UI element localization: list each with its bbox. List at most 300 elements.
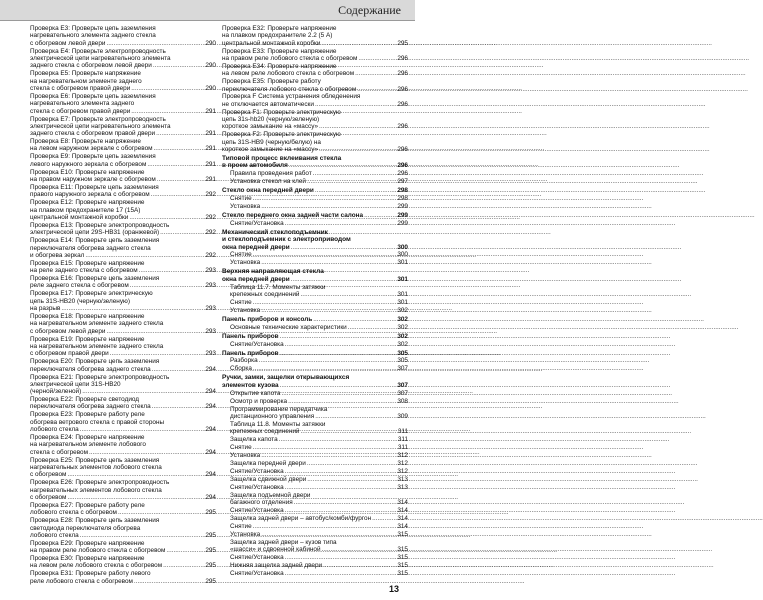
toc-entry-text: Установка bbox=[230, 259, 261, 267]
toc-entry-text: не отключается автоматически bbox=[222, 100, 314, 108]
toc-entry-text: Проверка E34: Проверьте напряжение bbox=[222, 62, 337, 70]
toc-leader-line bbox=[222, 276, 408, 283]
toc-entry bbox=[30, 374, 216, 396]
toc-page-number: 293 bbox=[205, 327, 216, 335]
toc-entry-text: на нагревательном элементе заднего стекла bbox=[30, 342, 164, 350]
toc-leader-line bbox=[230, 507, 408, 514]
dot-leader bbox=[348, 324, 397, 331]
dot-leader bbox=[372, 515, 396, 522]
toc-leader-line bbox=[30, 282, 216, 289]
toc-entry-text: Проверка E19: Проверьте напряжение bbox=[30, 335, 145, 343]
dot-leader bbox=[358, 55, 396, 62]
toc-entry bbox=[30, 313, 216, 335]
toc-page-number: 307 bbox=[397, 389, 408, 397]
toc-leader-line bbox=[222, 162, 408, 169]
toc-page-number: 291 bbox=[205, 107, 216, 115]
toc-entry bbox=[222, 476, 408, 483]
dot-leader bbox=[61, 305, 204, 312]
toc-entry-text: Проверка E12: Проверьте напряжение bbox=[30, 199, 145, 207]
toc-entry-text: Проверка E30: Проверьте напряжение bbox=[30, 555, 145, 563]
toc-entry-text: (черной/зеленой) bbox=[30, 388, 82, 396]
toc-entry-text: Снятие/Установка bbox=[230, 467, 284, 475]
toc-page-number: 309 bbox=[397, 412, 408, 420]
toc-entry-text: крепежных соединений bbox=[230, 428, 300, 436]
dot-leader bbox=[319, 123, 396, 130]
toc-entry bbox=[222, 131, 408, 153]
toc-entry bbox=[30, 93, 216, 115]
toc-page-number: 311 bbox=[397, 436, 408, 444]
header-title: Содержание bbox=[338, 3, 401, 17]
toc-entry-text: цепь 31s-hb20 (черную/зеленую) bbox=[222, 116, 320, 124]
dot-leader bbox=[147, 161, 204, 168]
dot-leader bbox=[301, 428, 397, 435]
toc-entry bbox=[30, 336, 216, 358]
toc-entry-text: на правом реле лобового стекла с обогревом bbox=[222, 54, 358, 62]
toc-page-number: 315 bbox=[397, 553, 408, 561]
toc-page-number: 294 bbox=[205, 448, 216, 456]
toc-entry-text: Проверка E20: Проверьте цепь заземления bbox=[30, 358, 160, 366]
dot-leader bbox=[261, 307, 396, 314]
dot-leader bbox=[67, 471, 204, 478]
toc-entry bbox=[222, 570, 408, 577]
toc-entry-text: лобового стекла с обогревом bbox=[30, 509, 117, 517]
toc-page-number: 307 bbox=[397, 365, 408, 373]
toc-entry bbox=[222, 460, 408, 467]
toc-leader-line bbox=[230, 324, 408, 331]
toc-entry-text: Проверка E11: Проверьте цепь заземления bbox=[30, 183, 159, 191]
toc-page-number: 314 bbox=[397, 522, 408, 530]
toc-entry bbox=[222, 48, 408, 63]
dot-leader bbox=[261, 259, 396, 266]
toc-entry bbox=[222, 109, 408, 131]
toc-leader-line bbox=[30, 130, 216, 137]
toc-entry-text: Проверка E9: Проверьте цепь заземления bbox=[30, 153, 156, 161]
dot-leader bbox=[285, 570, 397, 577]
toc-entry-text: и обогрева зеркал bbox=[30, 251, 85, 259]
toc-entry-text: лобового стекла bbox=[30, 426, 79, 434]
toc-leader-line bbox=[30, 176, 216, 183]
toc-entry-text: Снятие bbox=[230, 522, 252, 530]
toc-entry-text: короткое замыкание на «массу» bbox=[222, 146, 319, 154]
toc-entry-text: элементов кузова bbox=[222, 381, 279, 389]
toc-entry-text: переключателя обогрева заднего стекла bbox=[30, 365, 151, 373]
toc-page-number: 312 bbox=[397, 467, 408, 475]
toc-leader-line bbox=[222, 333, 408, 340]
toc-entry bbox=[222, 195, 408, 202]
toc-page-number: 293 bbox=[205, 282, 216, 290]
toc-entry-text: Панель приборов и консоль bbox=[222, 315, 313, 323]
dot-leader bbox=[154, 145, 205, 152]
toc-entry bbox=[30, 138, 216, 153]
toc-entry-text: обогрева ветрового стекла с правой стороны bbox=[30, 418, 165, 426]
toc-entry bbox=[222, 406, 408, 421]
toc-leader-line bbox=[230, 413, 408, 420]
toc-entry-text: Проверка E10: Проверьте напряжение bbox=[30, 168, 145, 176]
toc-entry-text: Проверка E16: Проверьте цепь заземления bbox=[30, 275, 160, 283]
toc-leader-line bbox=[230, 499, 408, 506]
dot-leader bbox=[253, 251, 397, 258]
toc-page-number: 291 bbox=[205, 145, 216, 153]
toc-leader-line bbox=[230, 570, 408, 577]
toc-page-number: 292 bbox=[205, 191, 216, 199]
toc-entry-text: Снятие/Установка bbox=[230, 219, 284, 227]
toc-entry bbox=[30, 184, 216, 199]
toc-entry-text: Установка bbox=[230, 306, 261, 314]
dot-leader bbox=[294, 499, 397, 506]
toc-entry-text: и стеклоподъемник с электроприводом bbox=[222, 236, 351, 244]
toc-leader-line bbox=[230, 195, 408, 202]
dot-leader bbox=[315, 413, 396, 420]
toc-entry bbox=[30, 275, 216, 290]
dot-leader bbox=[285, 341, 397, 348]
dot-leader bbox=[253, 299, 397, 306]
dot-leader bbox=[289, 162, 397, 169]
toc-entry-text: Снятие/Установка bbox=[230, 569, 284, 577]
toc-entry-text: Снятие bbox=[230, 195, 252, 203]
dot-leader bbox=[321, 40, 396, 47]
toc-entry bbox=[222, 515, 408, 522]
toc-entry bbox=[222, 554, 408, 561]
toc-page-number: 292 bbox=[205, 213, 216, 221]
toc-entry bbox=[222, 284, 408, 299]
toc-entry-text: левого наружного зеркала с обогревом bbox=[30, 160, 147, 168]
toc-page-number: 315 bbox=[397, 569, 408, 577]
toc-entry-text: переключателя обогрева заднего стекла bbox=[30, 403, 151, 411]
toc-entry-text: реле лобового стекла с обогревом bbox=[30, 577, 133, 585]
toc-leader-line bbox=[30, 426, 216, 433]
toc-leader-line bbox=[30, 108, 216, 115]
toc-entry-text: заднего стекла с обогревом левой двери bbox=[30, 62, 152, 70]
toc-page-number: 290 bbox=[205, 39, 216, 47]
dot-leader bbox=[152, 366, 205, 373]
toc-left-column bbox=[30, 25, 216, 586]
dot-leader bbox=[315, 187, 396, 194]
toc-leader-line bbox=[30, 578, 216, 585]
toc-leader-line bbox=[30, 388, 216, 395]
dot-leader bbox=[253, 523, 397, 530]
dot-leader bbox=[160, 229, 204, 236]
dot-leader bbox=[285, 220, 397, 227]
toc-page-number: 294 bbox=[205, 493, 216, 501]
dot-leader bbox=[301, 291, 397, 298]
dot-leader bbox=[288, 398, 396, 405]
toc-entry-text: окна передней двери bbox=[222, 275, 290, 283]
toc-leader-line bbox=[30, 471, 216, 478]
dot-leader bbox=[280, 333, 397, 340]
toc-entry-text: реле заднего стекла с обогревом bbox=[30, 282, 129, 290]
toc-entry-text: лобового стекла bbox=[30, 531, 79, 539]
toc-leader-line bbox=[30, 532, 216, 539]
toc-page-number: 313 bbox=[397, 483, 408, 491]
toc-entry bbox=[30, 290, 216, 312]
toc-entry bbox=[30, 555, 216, 570]
toc-entry-text: Разборка bbox=[230, 357, 258, 365]
toc-entry-text: Проверка E7: Проверьте электропроводность bbox=[30, 115, 166, 123]
toc-entry bbox=[222, 365, 408, 372]
toc-entry bbox=[30, 70, 216, 92]
toc-leader-line bbox=[230, 476, 408, 483]
toc-entry-text: на плавком предохранителе 2.2 (5 А) bbox=[222, 32, 333, 40]
dot-leader bbox=[313, 170, 397, 177]
toc-entry-text: цепь 31S-HB20 (черную/зеленую) bbox=[30, 297, 130, 305]
toc-entry-text: Установка bbox=[230, 203, 261, 211]
toc-leader-line bbox=[30, 305, 216, 312]
toc-entry-text: крепежных соединений bbox=[230, 290, 300, 298]
toc-right-column bbox=[222, 25, 408, 578]
toc-leader-line bbox=[230, 203, 408, 210]
dot-leader bbox=[280, 350, 397, 357]
toc-leader-line bbox=[30, 509, 216, 516]
dot-leader bbox=[67, 494, 204, 501]
toc-entry-text: в проем автомобиля bbox=[222, 162, 288, 170]
toc-entry-text: на нагревательном элементе заднего bbox=[30, 77, 142, 85]
toc-page-number: 290 bbox=[205, 84, 216, 92]
toc-entry bbox=[222, 539, 408, 554]
toc-leader-line bbox=[230, 531, 408, 538]
dot-leader bbox=[156, 130, 204, 137]
toc-entry-text: Проверка E33: Проверьте напряжение bbox=[222, 47, 337, 55]
toc-entry-text: Установка стекол на клей bbox=[230, 178, 306, 186]
toc-leader-line bbox=[230, 390, 408, 397]
toc-entry bbox=[30, 153, 216, 168]
toc-entry-text: на правом наружном зеркале с обогревом bbox=[30, 176, 156, 184]
toc-entry bbox=[30, 396, 216, 411]
toc-page-number: 301 bbox=[397, 298, 408, 306]
toc-page-number: 302 bbox=[397, 315, 408, 323]
toc-entry-text: Проверка E22: Проверьте светодиод bbox=[30, 396, 140, 404]
toc-entry-text: стекла с обогревом правой двери bbox=[30, 107, 131, 115]
toc-page-number: 314 bbox=[397, 514, 408, 522]
toc-entry-text: на левом реле лобового стекла с обогревом bbox=[30, 562, 163, 570]
toc-page-number: 299 bbox=[397, 211, 408, 219]
toc-entry-text: Механический стеклоподъемник bbox=[222, 228, 328, 236]
toc-entry-text: электрической цепи нагревательного элемента bbox=[30, 122, 171, 130]
toc-entry-text: Защелка сдвижной двери bbox=[230, 475, 307, 483]
toc-page-number: 301 bbox=[397, 259, 408, 267]
toc-section-heading bbox=[222, 333, 408, 340]
toc-entry-text: короткое замыкание на «массу» bbox=[222, 123, 319, 131]
toc-page-number: 300 bbox=[397, 251, 408, 259]
toc-leader-line bbox=[230, 515, 408, 522]
toc-entry bbox=[30, 25, 216, 47]
toc-entry-text: Основные технические характеристики bbox=[230, 323, 347, 331]
toc-entry-text: на разрыв bbox=[30, 305, 61, 313]
toc-page-number: 295 bbox=[205, 562, 216, 570]
dot-leader bbox=[106, 328, 204, 335]
toc-leader-line bbox=[230, 299, 408, 306]
toc-entry-text: с обогревом левой двери bbox=[30, 39, 106, 47]
toc-page-number: 311 bbox=[397, 444, 408, 451]
toc-entry-text: с обогревом bbox=[30, 471, 67, 479]
toc-leader-line bbox=[30, 547, 216, 554]
toc-leader-line bbox=[230, 291, 408, 298]
toc-entry bbox=[30, 222, 216, 237]
dot-leader bbox=[259, 357, 397, 364]
toc-entry-text: Снятие/Установка bbox=[230, 340, 284, 348]
toc-entry bbox=[222, 444, 408, 451]
toc-entry-text: Проверка E29: Проверьте напряжение bbox=[30, 539, 145, 547]
toc-entry-text: Защелка задней двери – автобус/комби/фургон bbox=[230, 514, 372, 522]
toc-entry bbox=[222, 259, 408, 266]
toc-entry-text: Проверка E35: Проверьте работу bbox=[222, 78, 321, 86]
toc-entry-text: Снятие/Установка bbox=[230, 483, 284, 491]
toc-leader-line bbox=[230, 484, 408, 491]
toc-entry-text: Проверка F Система устранения обледенения bbox=[222, 93, 361, 101]
dot-leader bbox=[285, 468, 397, 475]
toc-entry-text: электрической цепи 29S-HB31 (оранжевой) bbox=[30, 229, 160, 237]
toc-page-number: 302 bbox=[397, 332, 408, 340]
toc-page-number: 314 bbox=[397, 506, 408, 514]
dot-leader bbox=[163, 562, 204, 569]
toc-page-number: 313 bbox=[397, 475, 408, 483]
toc-entry bbox=[30, 260, 216, 275]
toc-page-number: 296 bbox=[397, 123, 408, 131]
toc-entry bbox=[30, 570, 216, 585]
toc-entry bbox=[30, 502, 216, 517]
toc-leader-line bbox=[230, 178, 408, 185]
toc-entry-text: нагревательных элементов лобового стекла bbox=[30, 486, 162, 494]
dot-leader bbox=[130, 282, 205, 289]
toc-leader-line bbox=[230, 398, 408, 405]
toc-entry-text: Осмотр и проверка bbox=[230, 397, 288, 405]
dot-leader bbox=[85, 252, 204, 259]
toc-page-number: 296 bbox=[397, 170, 408, 178]
toc-page-number: 312 bbox=[397, 451, 408, 459]
toc-entry bbox=[30, 48, 216, 70]
toc-leader-line bbox=[30, 62, 216, 69]
toc-entry-text: на правом реле лобового стекла с обогревом bbox=[30, 547, 166, 555]
toc-leader-line bbox=[222, 70, 408, 77]
toc-entry bbox=[30, 540, 216, 555]
toc-entry bbox=[30, 169, 216, 184]
toc-entry-text: нагревательного элемента заднего стекла bbox=[30, 32, 156, 40]
toc-page-number: 300 bbox=[397, 243, 408, 251]
toc-entry-text: Проверка F1: Проверьте электрическую bbox=[222, 108, 341, 116]
toc-section-heading bbox=[222, 268, 408, 283]
toc-entry-text: переключателя лобового стекла с обогревом bbox=[222, 85, 357, 93]
toc-entry-text: Таблица 11.8. Моменты затяжки bbox=[230, 420, 326, 428]
dot-leader bbox=[80, 426, 205, 433]
toc-leader-line bbox=[30, 191, 216, 198]
toc-entry-text: Установка bbox=[230, 451, 261, 459]
toc-entry-text: правого наружного зеркала с обогревом bbox=[30, 191, 150, 199]
toc-leader-line bbox=[230, 546, 408, 553]
dot-leader bbox=[285, 507, 397, 514]
toc-page-number: 295 bbox=[205, 509, 216, 517]
toc-entry-text: Правила проведения работ bbox=[230, 170, 312, 178]
toc-page-number: 292 bbox=[205, 251, 216, 259]
toc-entry-text: Проверка E26: Проверьте электропроводность bbox=[30, 479, 170, 487]
toc-entry-text: Стекло переднего окна задней части салона bbox=[222, 211, 364, 219]
dot-leader bbox=[151, 191, 205, 198]
toc-page-number: 291 bbox=[205, 176, 216, 184]
toc-page-number: 296 bbox=[397, 146, 408, 154]
toc-entry-text: на реле заднего стекла с обогревом bbox=[30, 267, 138, 275]
toc-page-number: 294 bbox=[205, 471, 216, 479]
toc-entry bbox=[222, 93, 408, 108]
dot-leader bbox=[253, 444, 397, 451]
toc-entry-text: центральной монтажной коробки bbox=[30, 213, 129, 221]
toc-leader-line bbox=[230, 444, 408, 451]
toc-leader-line bbox=[30, 229, 216, 236]
toc-entry bbox=[222, 78, 408, 93]
toc-page-number: 301 bbox=[397, 275, 408, 283]
dot-leader bbox=[280, 382, 397, 389]
toc-entry-text: Ручки, замки, защелки открывающихся bbox=[222, 374, 350, 382]
toc-entry-text: нагревательных элементов лобового стекла bbox=[30, 464, 162, 471]
toc-entry bbox=[30, 517, 216, 539]
toc-page-number: 315 bbox=[397, 561, 408, 569]
toc-page-number: 311 bbox=[397, 428, 408, 436]
toc-page-number: 302 bbox=[397, 323, 408, 331]
toc-entry-text: Защелка задней двери – кузов типа bbox=[230, 538, 337, 546]
toc-entry bbox=[30, 358, 216, 373]
toc-entry bbox=[30, 116, 216, 138]
toc-entry-text: заднего стекла с обогревом правой двери bbox=[30, 130, 156, 138]
toc-entry-text: Проверка E24: Проверьте напряжение bbox=[30, 434, 145, 442]
toc-entry-text: центральной монтажной коробки bbox=[222, 39, 321, 47]
toc-entry-text: переключателя обогрева заднего стекла bbox=[30, 244, 151, 252]
toc-leader-line bbox=[230, 365, 408, 372]
toc-entry bbox=[222, 531, 408, 538]
toc-leader-line bbox=[30, 449, 216, 456]
toc-entry-text: стекла с обогревом правой двери bbox=[30, 84, 131, 92]
toc-entry-text: Панель приборов bbox=[222, 349, 279, 357]
toc-entry bbox=[222, 492, 408, 507]
toc-entry-text: Открытие капота bbox=[230, 389, 281, 397]
toc-entry bbox=[222, 63, 408, 78]
dot-leader bbox=[157, 176, 205, 183]
toc-entry-text: Стекло окна передней двери bbox=[222, 187, 314, 195]
toc-entry-text: электрической цепи нагревательного элемента bbox=[30, 54, 171, 62]
toc-entry-text: Проверка E21: Проверьте электропроводность bbox=[30, 373, 170, 381]
dot-leader bbox=[166, 547, 204, 554]
toc-entry bbox=[222, 507, 408, 514]
toc-page-number: 291 bbox=[205, 160, 216, 168]
toc-section-heading bbox=[222, 374, 408, 389]
dot-leader bbox=[323, 562, 396, 569]
toc-entry-text: на левом реле лобового стекла с обогревом bbox=[222, 70, 355, 78]
toc-entry-text: Снятие/Установка bbox=[230, 553, 284, 561]
toc-leader-line bbox=[222, 187, 408, 194]
toc-page-number: 294 bbox=[205, 365, 216, 373]
toc-page-number: 297 bbox=[397, 178, 408, 186]
toc-entry bbox=[222, 307, 408, 314]
toc-entry bbox=[222, 341, 408, 348]
toc-entry bbox=[30, 479, 216, 501]
dot-leader bbox=[357, 86, 396, 93]
dot-leader bbox=[131, 85, 204, 92]
toc-entry-text: Проверка E4: Проверьте электропроводность bbox=[30, 47, 166, 55]
dot-leader bbox=[281, 390, 396, 397]
toc-entry-text: на нагревательном элементе заднего стекла bbox=[30, 320, 164, 328]
toc-leader-line bbox=[30, 350, 216, 357]
toc-entry bbox=[30, 411, 216, 433]
dot-leader bbox=[134, 578, 204, 585]
toc-section-heading bbox=[222, 155, 408, 170]
toc-page-number: 305 bbox=[397, 357, 408, 365]
toc-entry-text: Таблица 11.7. Моменты затяжки bbox=[230, 283, 326, 291]
toc-page-number: 294 bbox=[205, 388, 216, 396]
toc-entry bbox=[222, 484, 408, 491]
toc-section-heading bbox=[222, 350, 408, 357]
dot-leader bbox=[322, 546, 397, 553]
dot-leader bbox=[139, 267, 205, 274]
toc-entry-text: Проверка E31: Проверьте работу левого bbox=[30, 570, 151, 578]
toc-entry-text: с обогревом bbox=[30, 493, 67, 501]
toc-leader-line bbox=[30, 161, 216, 168]
toc-leader-line bbox=[30, 40, 216, 47]
